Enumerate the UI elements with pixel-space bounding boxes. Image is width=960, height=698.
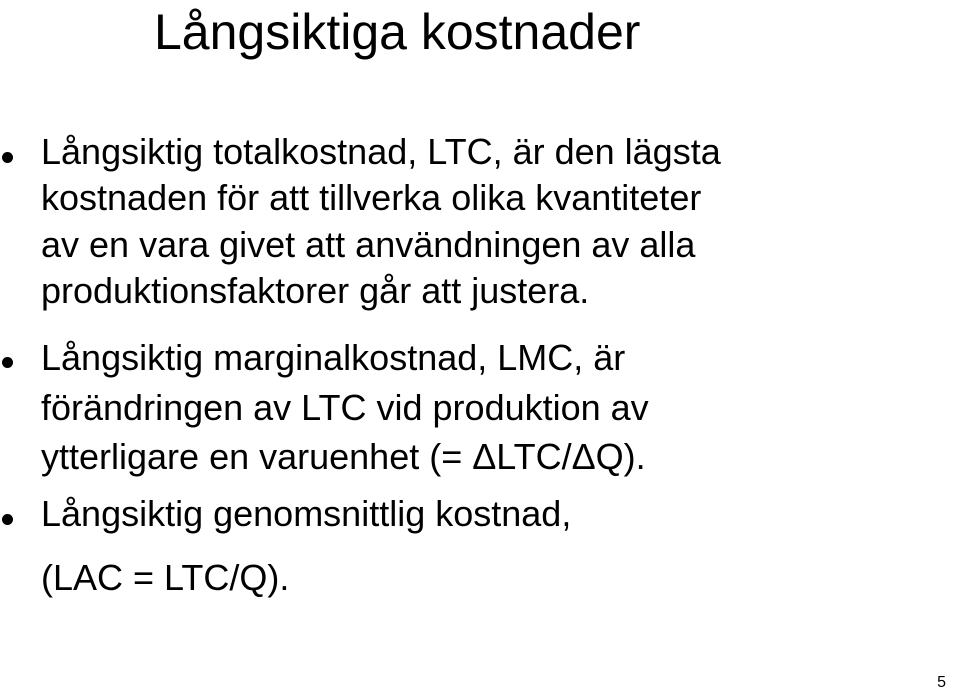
bullet-line: Långsiktig genomsnittlig kostnad, [41,493,572,534]
bullet-dot-icon [2,514,13,525]
bullet-line: (LAC = LTC/Q). [41,557,290,598]
bullet-dot-icon [2,357,13,368]
bullet-line: kostnaden för att tillverka olika kvantiteter [41,177,702,218]
bullet-line: produktionsfaktorer går att justera. [41,270,590,311]
bullet-line: ytterligare en varuenhet (= ΔLTC/ΔQ). [41,436,646,477]
page-number: 5 [937,674,946,691]
bullet-line: förändringen av LTC vid produktion av [41,387,649,428]
bullet-line: Långsiktig totalkostnad, LTC, är den lägsta [41,131,721,172]
bullet-line: av en vara givet att användningen av alla [41,224,696,265]
bullet-line: Långsiktig marginalkostnad, LMC, är [41,337,626,378]
slide-title: Långsiktiga kostnader [154,4,641,60]
bullet-dot-icon [2,152,13,163]
